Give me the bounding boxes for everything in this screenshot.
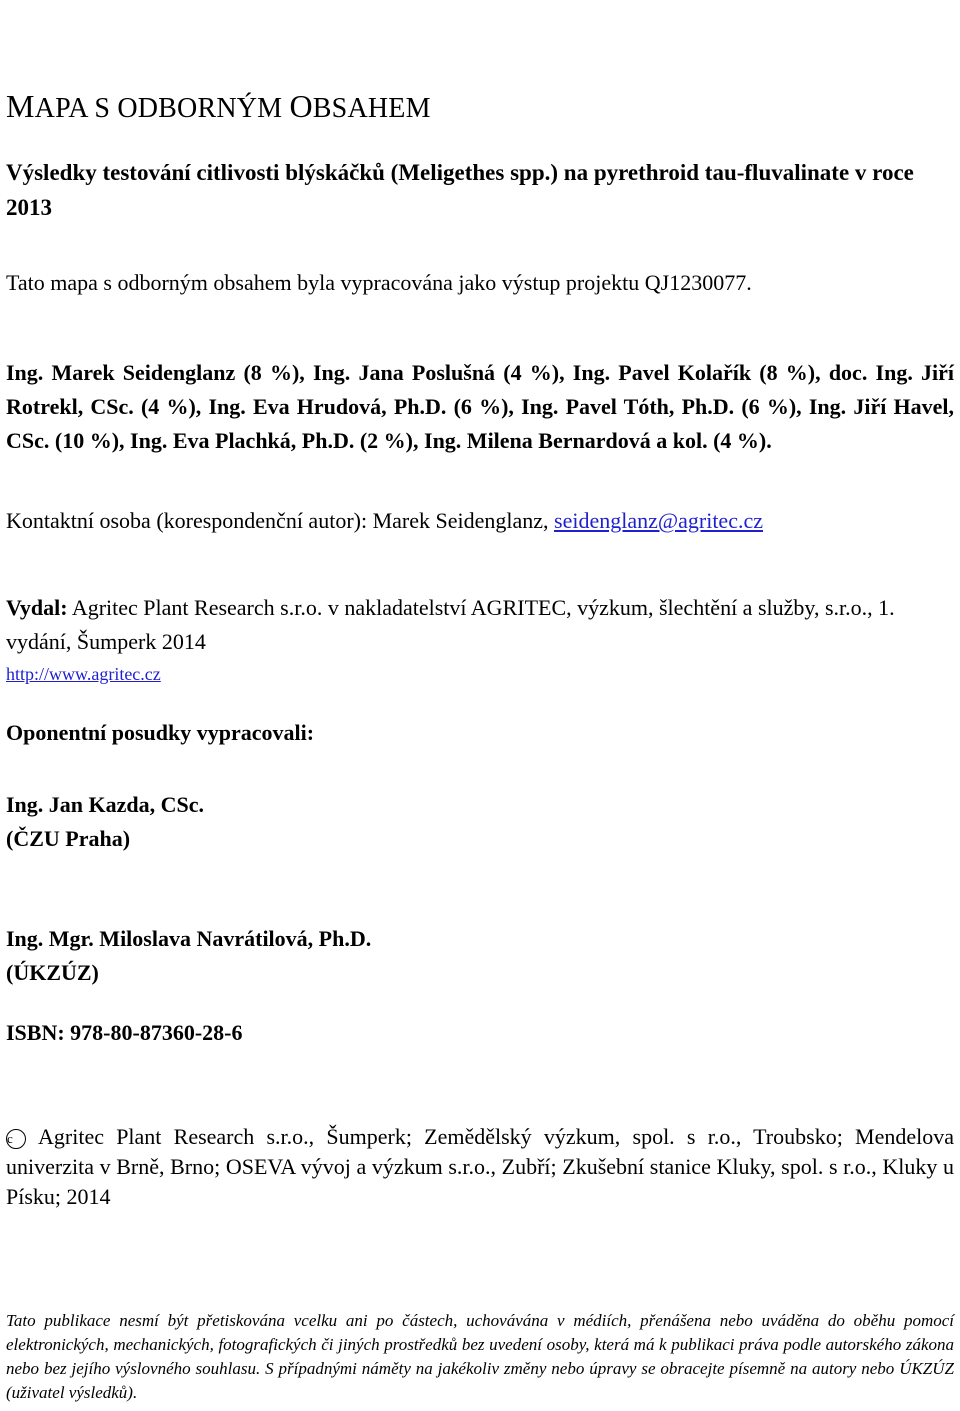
reviewer-1-name: Ing. Jan Kazda, CSc. (6, 792, 205, 817)
copyright-block (6, 1122, 954, 1212)
isbn: ISBN: 978-80-87360-28-6 (6, 1020, 243, 1045)
document-subtitle: Výsledky testování citlivosti blýskáčků (Meligethes spp.) na pyrethroid tau-fluvalinate v roce 2013 (6, 160, 914, 220)
page-title (6, 88, 954, 125)
reviewer-1 (6, 788, 954, 856)
reviewer-1-org: (ČZU Praha) (6, 826, 131, 851)
authors-list: Ing. Marek Seidenglanz (8 %), Ing. Jana Poslušná (4 %), Ing. Pavel Kolařík (8 %), doc. Ing. Jiří Rotrekl, CSc. (4 %), Ing. Eva Hrudová, Ph.D. (6 %), Ing. Pavel Tóth, Ph.D. (6 %), Ing. Jiří Havel, CSc. (10 %), Ing. Eva Plachká, Ph.D. (2 %), Ing. Milena Bernardová a kol. (4 %). (6, 360, 954, 453)
copyright-text: Agritec Plant Research s.r.o., Šumperk; Zemědělský výzkum, spol. s r.o., Troubsko; Mendelova univerzita v Brně, Brno; OSEVA vývoj a výzkum s.r.o., Zubří; Zkušební stanice Kluky, spol. s r.o., Kluky u Písku; 2014 (6, 1124, 954, 1209)
publisher-website-link[interactable]: http://www.agritec.cz (6, 664, 161, 684)
contact-email-link[interactable]: seidenglanz@agritec.cz (554, 508, 763, 533)
copyright-icon: c (6, 1129, 26, 1149)
publisher-text: Agritec Plant Research s.r.o. v nakladatelství AGRITEC, výzkum, šlechtění a služby, s.r.o., 1. vydání, Šumperk 2014 (6, 595, 895, 654)
contact-text: Kontaktní osoba (korespondenční autor): Marek Seidenglanz, (6, 508, 555, 533)
title-rest-2: BSAHEM (312, 93, 431, 124)
title-cap-1: M (6, 88, 35, 124)
title-rest-1: APA S ODBORNÝM (34, 93, 290, 124)
publisher-label: Vydal: (6, 595, 68, 620)
contact-line (6, 508, 954, 534)
publisher-block (6, 591, 954, 689)
reviewer-2-org: (ÚKZÚZ) (6, 960, 99, 985)
reviewer-2 (6, 922, 954, 990)
reviewer-2-name: Ing. Mgr. Miloslava Navrátilová, Ph.D. (6, 926, 372, 951)
title-cap-2: O (289, 88, 313, 124)
intro-text: Tato mapa s odborným obsahem byla vypracována jako výstup projektu QJ1230077. (6, 270, 752, 295)
reviewers-heading: Oponentní posudky vypracovali: (6, 720, 315, 745)
legal-notice: Tato publikace nesmí být přetiskována vcelku ani po částech, uchovávána v médiích, přenášena nebo uváděna do oběhu pomocí elektronických, mechanických, fotografických či jiných prostředků bez uvedení osoby, která má k publikaci práva podle autorského zákona nebo bez jejího výslovného souhlasu. S případnými náměty na jakékoliv změny nebo úpravy se obracejte písemně na autory nebo ÚKZÚZ (uživatel výsledků). (6, 1311, 954, 1402)
